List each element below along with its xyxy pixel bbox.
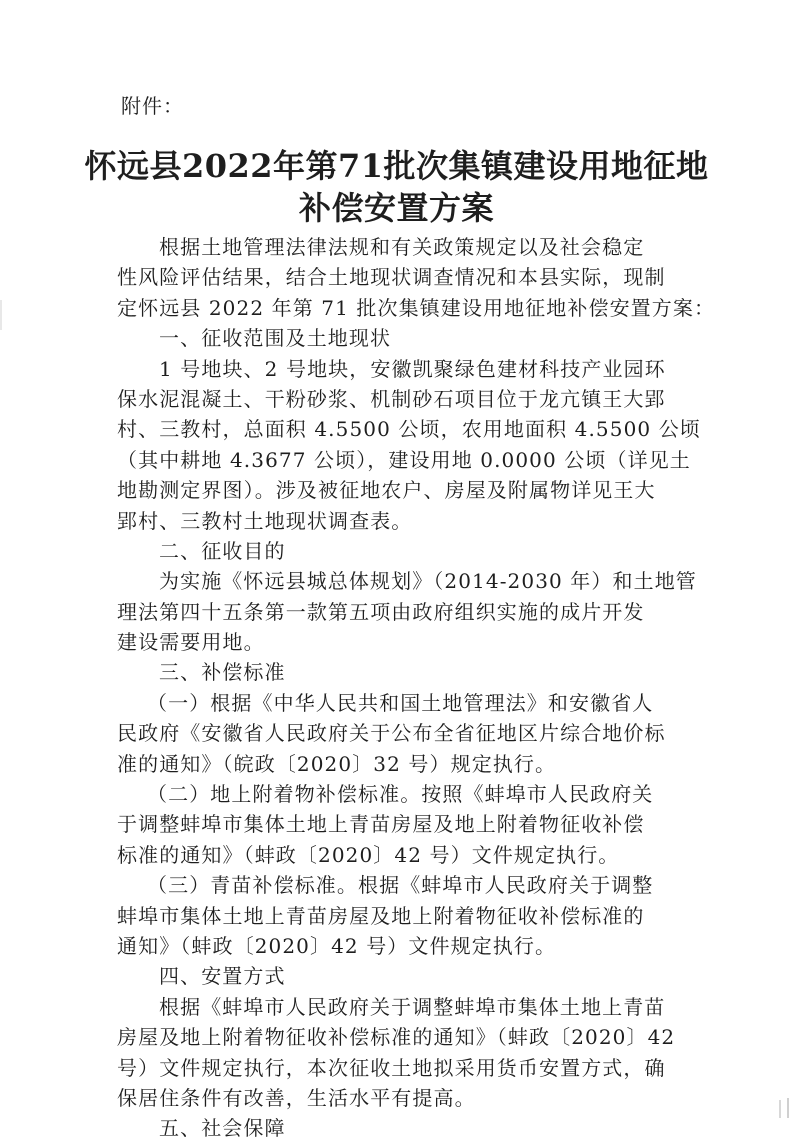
body-text-line: 民政府《安徽省人民政府关于公布全省征地区片综合地价标	[117, 721, 666, 746]
body-text-line: 为实施《怀远县城总体规划》（2014-2030 年）和土地管	[159, 569, 697, 594]
body-text-line: 性风险评估结果，结合土地现状调查情况和本县实际，现制	[117, 265, 666, 290]
scan-edge-mark	[787, 1098, 789, 1118]
body-text-line: 根据土地管理法律法规和有关政策规定以及社会稳定	[159, 235, 645, 259]
scan-edge-mark	[779, 1100, 781, 1118]
body-text-line: （三）青苗补偿标准。根据《蚌埠市人民政府关于调整	[147, 873, 654, 898]
body-text-line: 五、社会保障	[159, 1116, 286, 1141]
document-title-line-2: 补偿安置方案	[298, 189, 494, 227]
body-text-line: 村、三教村，总面积 4.5500 公顷，农用地面积 4.5500 公顷	[117, 417, 701, 442]
body-text-line: （二）地上附着物补偿标准。按照《蚌埠市人民政府关	[147, 782, 654, 807]
body-text-line: 通知》（蚌政〔2020〕42 号）文件规定执行。	[117, 933, 557, 958]
body-text-line: 建设需要用地。	[117, 630, 265, 655]
body-text-line: 蚌埠市集体土地上青苗房屋及地上附着物征收补偿标准的	[117, 903, 645, 928]
body-text-line: 1 号地块、2 号地块，安徽凯聚绿色建材科技产业园环	[159, 356, 666, 381]
body-text-line: （一）根据《中华人民共和国土地管理法》和安徽省人	[147, 690, 654, 715]
body-text-line: 保居住条件有改善，生活水平有提高。	[117, 1085, 476, 1110]
body-text-line: 定怀远县 2022 年第 71 批次集镇建设用地征地补偿安置方案：	[117, 295, 716, 320]
body-text-line: 郢村、三教村土地现状调查表。	[117, 508, 413, 533]
body-text-line: 保水泥混凝土、干粉砂浆、机制砂石项目位于龙亢镇王大郢	[117, 386, 666, 411]
body-text-line: 地勘测定界图）。涉及被征地农户、房屋及附属物详见王大	[117, 478, 656, 503]
body-text-line: 一、征收范围及土地现状	[159, 326, 392, 351]
body-text-line: 于调整蚌埠市集体土地上青苗房屋及地上附着物征收补偿	[117, 812, 645, 837]
body-text-line: 四、安置方式	[159, 964, 286, 989]
body-text-line: 三、补偿标准	[159, 660, 286, 685]
body-text-line: 号）文件规定执行，本次征收土地拟采用货币安置方式，确	[117, 1055, 666, 1080]
scan-edge-mark	[0, 300, 2, 330]
attachment-label: 附件：	[121, 94, 184, 118]
body-text-line: 标准的通知》（蚌政〔2020〕42 号）文件规定执行。	[117, 842, 620, 867]
body-text-line: 准的通知》（皖政〔2020〕32 号）规定执行。	[117, 751, 557, 776]
body-text-line: 理法第四十五条第一款第五项由政府组织实施的成片开发	[117, 599, 645, 624]
document-title-line-1: 怀远县2022年第71批次集镇建设用地征地	[84, 147, 709, 185]
body-text-line: 二、征收目的	[159, 538, 286, 563]
body-text-line: 房屋及地上附着物征收补偿标准的通知》（蚌政〔2020〕42	[117, 1025, 676, 1050]
document-body	[117, 232, 716, 1144]
body-text-line: 根据《蚌埠市人民政府关于调整蚌埠市集体土地上青苗	[159, 994, 666, 1019]
body-text-line: （其中耕地 4.3677 公顷），建设用地 0.0000 公顷（详见土	[117, 447, 691, 472]
